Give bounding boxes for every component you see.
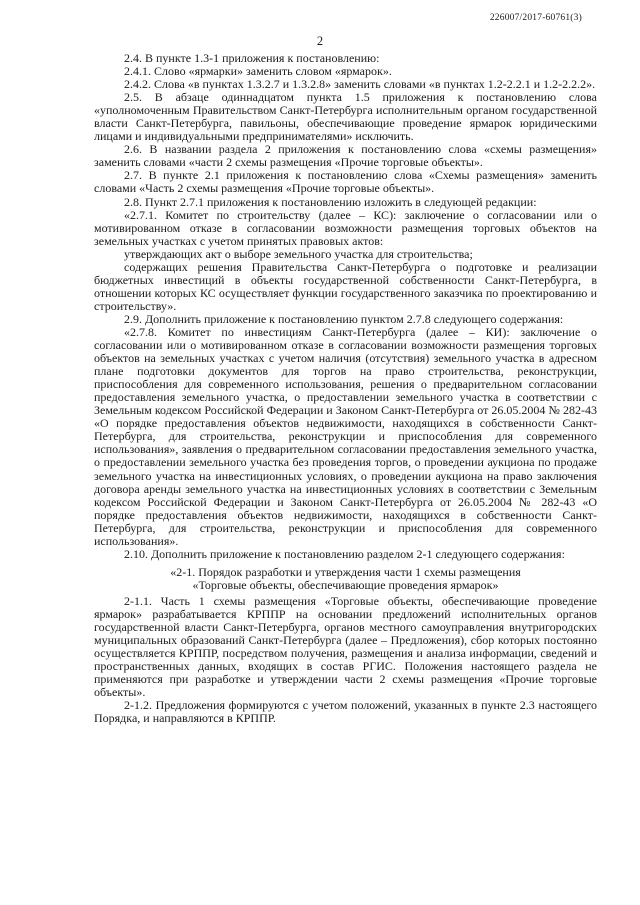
paragraph-2-8: 2.8. Пункт 2.7.1 приложения к постановлению изложить в следующей редакции: <box>124 194 537 209</box>
paragraph-2-7: 2.7. В пункте 2.1 приложения к постановлению слова «Схемы размещения» заменить словами «Часть 2 схемы размещения «Прочие торговые объекты». <box>94 168 597 196</box>
section-heading-line-1: «2-1. Порядок разработки и утверждения части 1 схемы размещения <box>170 564 521 579</box>
paragraph-2-7-8: «2.7.8. Комитет по инвестициям Санкт-Петербурга (далее – КИ): заключение о согласовании или о мотивированном отказе в согласовании возможности размещения торговых объектов на земельных участках с учетом наличия (отсутствия) земельного участка в адресном плане подготовки документов для торгов на право строительства, реконструкции, приспособления для современного использования, решения о предварительном согласовании предоставления земельного участка, о предоставлении земельного участка в соответствии с Земельным кодексом Российской Федерации и Законом Санкт-Петербурга от 26.05.2004 № 282-43 «О порядке предоставления объектов недвижимости, находящихся в собственности Санкт-Петербурга, для строительства, реконструкции и приспособления для современного использования», заявления о предварительном согласовании предоставления земельного участка, о предоставлении земельного участка без проведения торгов, о проведении аукциона по продаже земельного участка на инвестиционных условиях, о проведении аукциона на право заключения договора аренды земельного участка на инвестиционных условиях в соответствии с Земельным кодексом Российской Федерации и Законом Санкт-Петербурга от 26.05.2004 № 282-43 «О порядке предоставления объектов недвижимости, находящихся в собственности Санкт-Петербурга, для строительства, реконструкции и приспособления для современного использования». <box>94 324 597 548</box>
paragraph-2-4: 2.4. В пункте 1.3-1 приложения к постановлению: <box>124 51 380 65</box>
section-heading-line-2: «Торговые объекты, обеспечивающие проведения ярмарок» <box>192 577 499 592</box>
paragraph-2-4-2: 2.4.2. Слова «в пунктах 1.3.2.7 и 1.3.2.8» заменить словами «в пунктах 1.2-2.2.1 и 1.2-2.2.2». <box>124 77 596 92</box>
paragraph-approving-act: утверждающих акт о выборе земельного участка для строительства; <box>124 246 473 261</box>
page-number: 2 <box>316 34 324 48</box>
paragraph-2-4-1: 2.4.1. Слово «ярмарки» заменить словом «ярмарок». <box>124 64 392 79</box>
document-body <box>94 52 597 725</box>
paragraph-2-1-2: 2-1.2. Предложения формируются с учетом положений, указанных в пункте 2.3 настоящего Порядка, и направляются в КРППР. <box>94 698 597 726</box>
paragraph-2-7-1: «2.7.1. Комитет по строительству (далее – КС): заключение о согласовании или о мотивированном отказе в согласовании возможности размещения торговых объектов на земельных участках с учетом принятых правовых актов: <box>94 207 597 248</box>
paragraph-2-6: 2.6. В названии раздела 2 приложения к постановлению слова «схемы размещения» заменить словами «части 2 схемы размещения «Прочие торговые объекты». <box>94 142 597 170</box>
document-number: 226007/2017-60761(3) <box>489 13 582 23</box>
paragraph-2-10: 2.10. Дополнить приложение к постановлению разделом 2-1 следующего содержания: <box>124 546 565 561</box>
paragraph-2-1-1: 2-1.1. Часть 1 схемы размещения «Торговые объекты, обеспечивающие проведение ярмарок» разрабатывается КРППР на основании предложений исполнительных органов государственной власти Санкт-Петербурга, органов местного самоуправления внутригородских муниципальных образований Санкт-Петербурга (далее – Предложения), сбор которых постоянно осуществляется КРППР, посредством получения, размещения и анализа информации, сведений и пространственных данных, входящих в состав РГИС. Положения настоящего раздела не применяются при разработке и утверждении части 2 схемы размещения «Прочие торговые объекты». <box>94 593 597 700</box>
paragraph-2-5: 2.5. В абзаце одиннадцатом пункта 1.5 приложения к постановлению слова «уполномоченным Правительством Санкт-Петербурга исполнительным органом государственной власти Санкт-Петербурга, павильоны, обеспечивающие проведение ярмарок юридическими лицами и индивидуальными предпринимателями» исключить. <box>94 90 597 144</box>
section-heading <box>94 566 597 592</box>
paragraph-2-9: 2.9. Дополнить приложение к постановлению пунктом 2.7.8 следующего содержания: <box>124 311 564 326</box>
paragraph-government-decisions: содержащих решения Правительства Санкт-Петербурга о подготовке и реализации бюджетных инвестиций в объекты государственной собственности Санкт-Петербурга, в отношении которых КС осуществляет функции государственного заказчика по проектированию и строительству». <box>94 259 597 313</box>
